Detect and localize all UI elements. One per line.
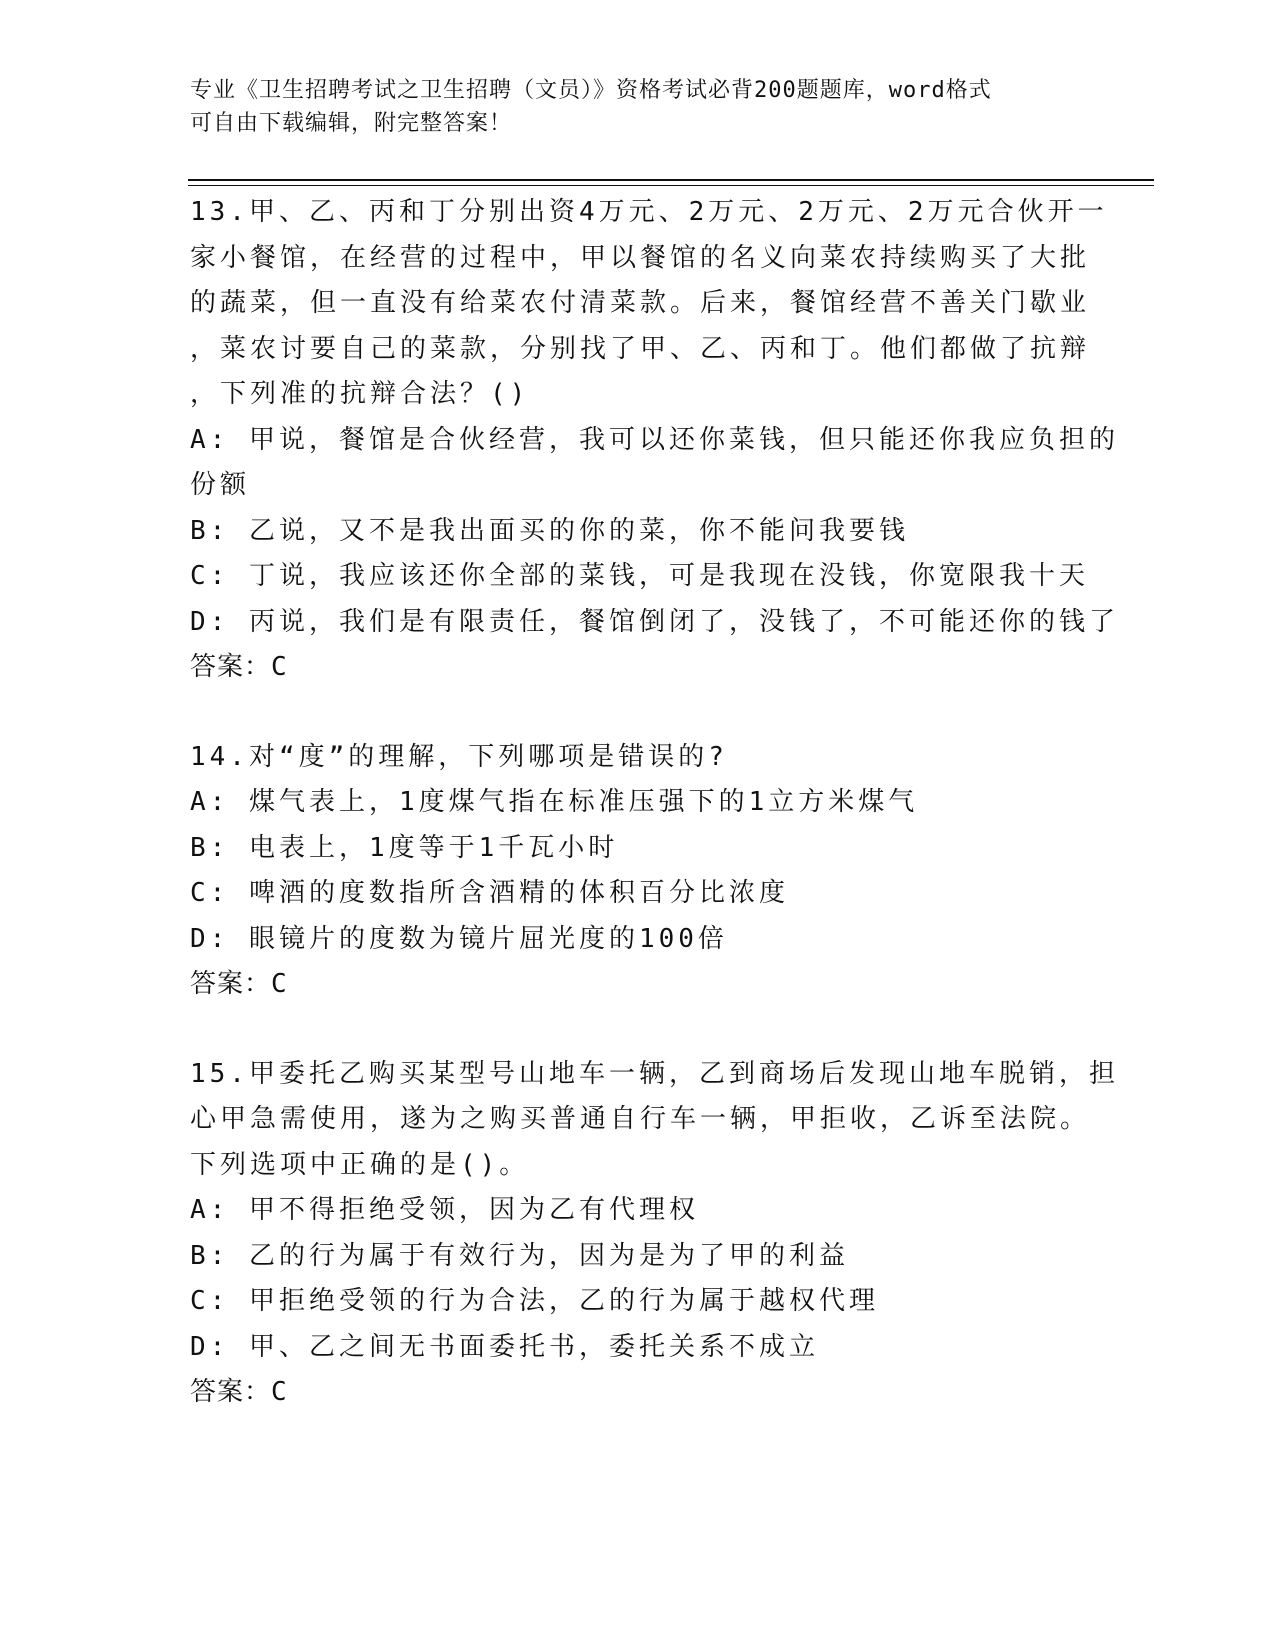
answer: 答案：C bbox=[190, 1377, 288, 1407]
option-a: A: 甲说，餐馆是合伙经营，我可以还你菜钱，但只能还你我应负担的 bbox=[190, 424, 1119, 455]
option-a: 份额 bbox=[190, 470, 251, 500]
question-13 bbox=[190, 190, 1119, 691]
answer: 答案：C bbox=[190, 652, 288, 682]
question-list bbox=[190, 190, 1119, 1460]
document-header bbox=[190, 74, 1070, 140]
option-b: B: 电表上，1度等于1千瓦小时 bbox=[190, 832, 619, 863]
option-b: B: 乙说，又不是我出面买的你的菜，你不能问我要钱 bbox=[190, 515, 909, 546]
option-a: A: 煤气表上，1度煤气指在标准压强下的1立方米煤气 bbox=[190, 787, 919, 817]
option-d: D: 眼镜片的度数为镜片屈光度的100倍 bbox=[190, 923, 728, 954]
option-a: A: 甲不得拒绝受领，因为乙有代理权 bbox=[190, 1195, 699, 1225]
option-c: C: 丁说，我应该还你全部的菜钱，可是我现在没钱，你宽限我十天 bbox=[190, 561, 1089, 591]
question-14 bbox=[190, 735, 1090, 1008]
header-line-2: 可自由下载编辑，附完整答案！ bbox=[190, 111, 513, 136]
question-text: 下列选项中正确的是()。 bbox=[190, 1149, 530, 1180]
question-text: 15.甲委托乙购买某型号山地车一辆，乙到商场后发现山地车脱销，担 bbox=[190, 1058, 1119, 1089]
header-line-1: 专业《卫生招聘考试之卫生招聘（文员）》资格考试必背200题题库，word格式 bbox=[190, 78, 992, 103]
option-c: C: 啤酒的度数指所含酒精的体积百分比浓度 bbox=[190, 878, 789, 908]
option-d: D: 甲、乙之间无书面委托书，委托关系不成立 bbox=[190, 1331, 819, 1362]
question-text: ，菜农讨要自己的菜款，分别找了甲、乙、丙和丁。他们都做了抗辩 bbox=[190, 333, 1091, 364]
question-15 bbox=[190, 1052, 1119, 1416]
question-text: 14.对“度”的理解，下列哪项是错误的? bbox=[190, 741, 728, 772]
question-text: ，下列准的抗辩合法？() bbox=[190, 379, 530, 409]
question-text: 家小餐馆，在经营的过程中，甲以餐馆的名义向菜农持续购买了大批 bbox=[190, 242, 1091, 273]
option-c: C: 甲拒绝受领的行为合法，乙的行为属于越权代理 bbox=[190, 1286, 879, 1316]
option-b: B: 乙的行为属于有效行为，因为是为了甲的利益 bbox=[190, 1240, 849, 1271]
option-d: D: 丙说，我们是有限责任，餐馆倒闭了，没钱了，不可能还你的钱了 bbox=[190, 606, 1119, 637]
question-text: 的蔬菜，但一直没有给菜农付清菜款。后来，餐馆经营不善关门歇业 bbox=[190, 288, 1091, 318]
header-rule bbox=[188, 179, 1154, 181]
question-text: 13.甲、乙、丙和丁分别出资4万元、2万元、2万元、2万元合伙开一 bbox=[190, 197, 1108, 227]
question-text: 心甲急需使用，遂为之购买普通自行车一辆，甲拒收，乙诉至法院。 bbox=[190, 1104, 1091, 1134]
header-rule-thin bbox=[188, 185, 1154, 186]
answer: 答案：C bbox=[190, 969, 288, 999]
